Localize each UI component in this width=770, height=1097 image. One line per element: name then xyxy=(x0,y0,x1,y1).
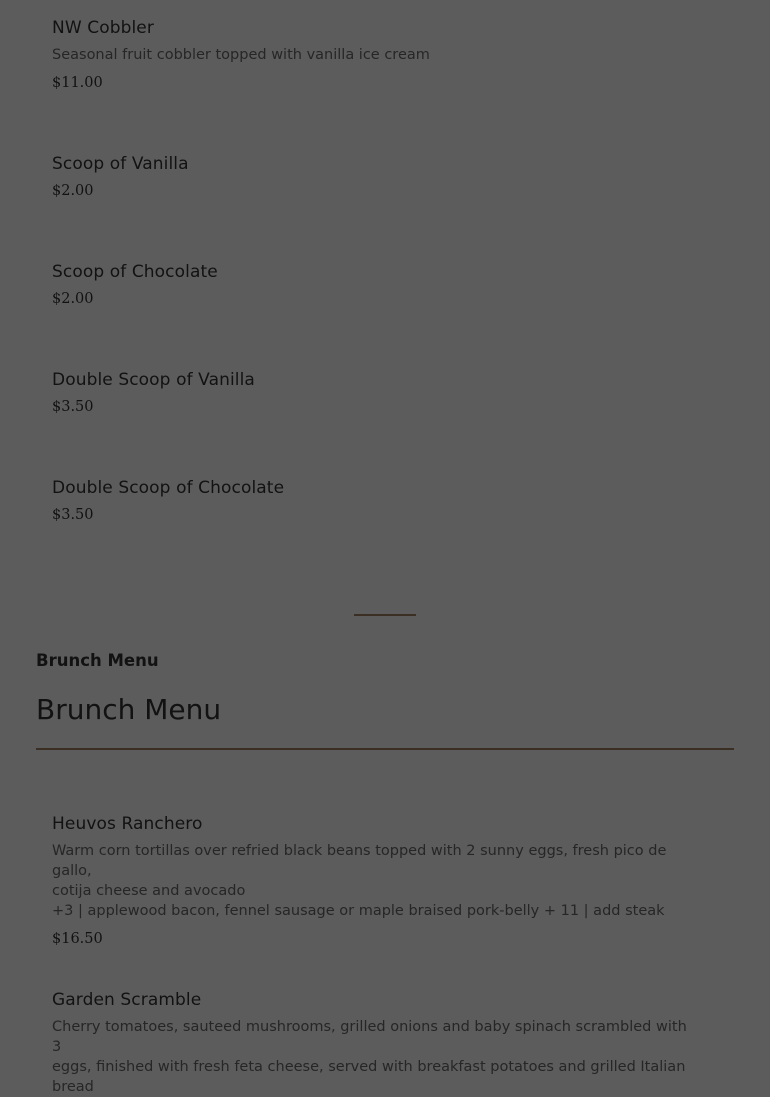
item-name: Scoop of Chocolate xyxy=(52,262,218,282)
item-description: Seasonal fruit cobbler topped with vanilla ice cream xyxy=(52,47,430,63)
item-price: $3.50 xyxy=(52,399,94,415)
menu-item-heuvos-ranchero xyxy=(52,813,692,949)
menu-item-double-scoop-chocolate xyxy=(52,477,692,525)
item-description-line: Warm corn tortillas over refried black beans topped with 2 sunny eggs, fresh pico de gallo, xyxy=(52,843,667,879)
item-price: $2.00 xyxy=(52,183,94,199)
section-title: Brunch Menu xyxy=(36,693,222,726)
item-name: Heuvos Ranchero xyxy=(52,814,203,834)
section-divider xyxy=(354,614,416,616)
item-price: $3.50 xyxy=(52,507,94,523)
item-description-line: bread xyxy=(52,1079,94,1095)
menu-item-garden-scramble xyxy=(52,989,692,1097)
item-description-line: +3 | applewood bacon, fennel sausage or maple braised pork-belly + 11 | add steak xyxy=(52,903,665,919)
item-price: $2.00 xyxy=(52,291,94,307)
item-price: $16.50 xyxy=(52,931,103,947)
item-description-line: eggs, finished with fresh feta cheese, served with breakfast potatoes and grilled Italian xyxy=(52,1059,686,1075)
item-name: Garden Scramble xyxy=(52,990,202,1010)
menu-item-double-scoop-vanilla xyxy=(52,369,692,417)
item-name: NW Cobbler xyxy=(52,18,154,38)
item-price: $11.00 xyxy=(52,75,103,91)
item-description xyxy=(52,1017,692,1097)
menu-item-nw-cobbler xyxy=(52,17,692,93)
menu-item-scoop-vanilla xyxy=(52,153,692,201)
item-name: Double Scoop of Chocolate xyxy=(52,478,285,498)
section-label: Brunch Menu xyxy=(36,651,159,670)
item-description-line: cotija cheese and avocado xyxy=(52,883,246,899)
item-description-line: Cherry tomatoes, sauteed mushrooms, grilled onions and baby spinach scrambled with 3 xyxy=(52,1019,687,1055)
item-name: Scoop of Vanilla xyxy=(52,154,189,174)
menu-item-scoop-chocolate xyxy=(52,261,692,309)
item-description xyxy=(52,841,692,921)
item-name: Double Scoop of Vanilla xyxy=(52,370,255,390)
section-rule xyxy=(36,748,734,750)
